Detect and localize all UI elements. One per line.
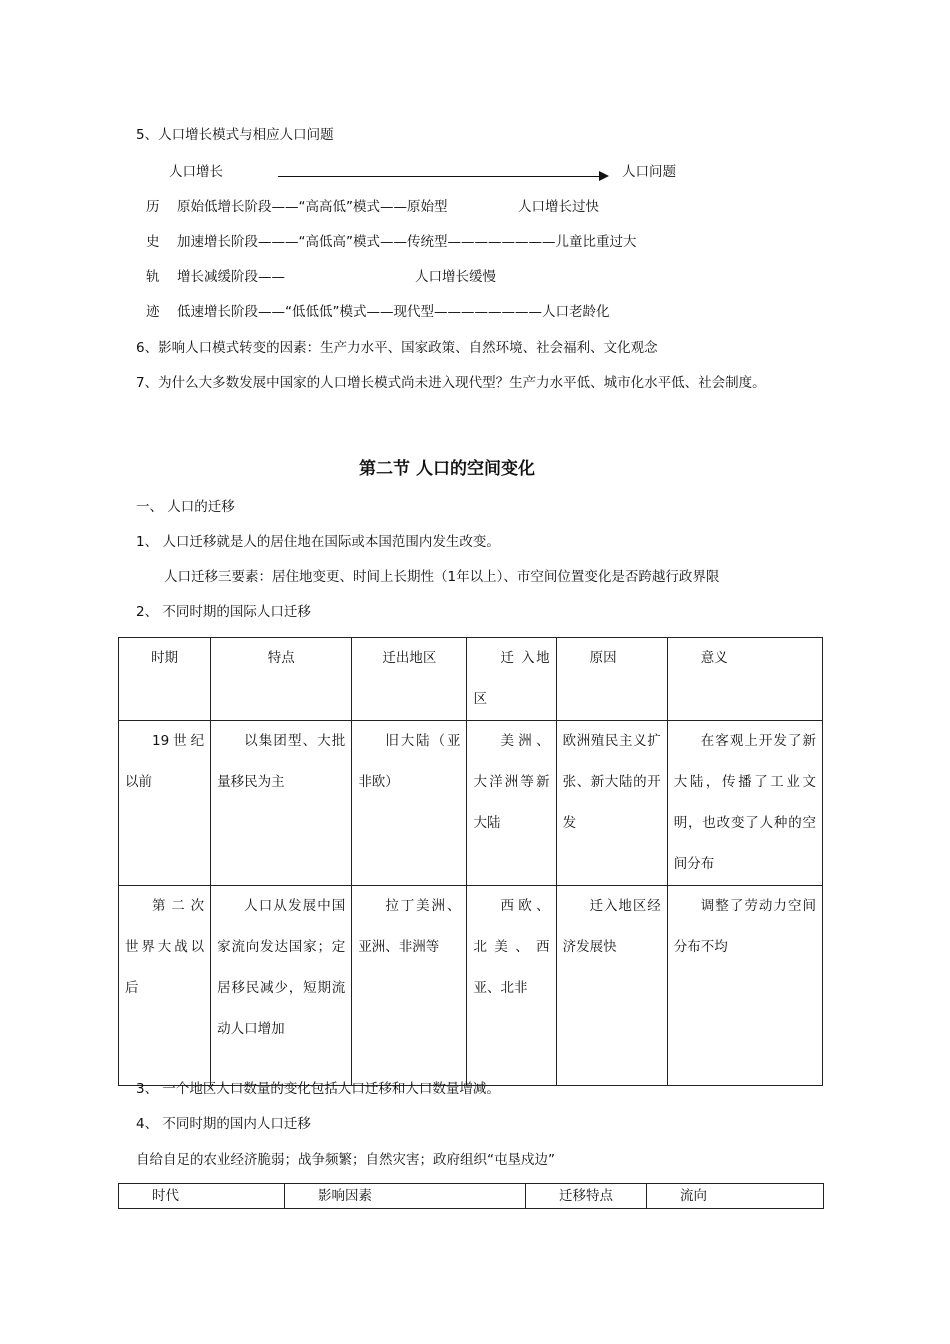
item-5: 5、人口增长模式与相应人口问题 (136, 127, 334, 143)
header-cell: 迁出地区 (352, 638, 467, 721)
paragraph-1b: 人口迁移三要素：居住地变更、时间上长期性（1年以上）、市空间位置变化是否跨越行政界限 (164, 569, 720, 585)
header-cell: 时期 (119, 638, 211, 721)
header-cell: 意义 (667, 638, 822, 721)
table-cell: 在客观上开发了新大陆，传播了工业文明，也改变了人种的空间分布 (667, 721, 822, 886)
header-cell: 流向 (647, 1184, 824, 1209)
header-cell: 原因 (556, 638, 667, 721)
heading-migration: 一、 人口的迁移 (136, 499, 235, 515)
stage-row: 增长减缓阶段—— (177, 269, 285, 285)
side-char: 历 (146, 199, 160, 215)
side-char: 迹 (146, 304, 160, 320)
stage-problem: 人口增长过快 (518, 199, 599, 215)
arrow-right-label: 人口问题 (622, 164, 676, 180)
table-header-row (119, 638, 823, 721)
stage-row: 加速增长阶段———“高低高”模式——传统型————————儿童比重过大 (177, 234, 637, 250)
paragraph-4b: 自给自足的农业经济脆弱；战争频繁；自然灾害；政府组织“屯垦戍边” (136, 1152, 555, 1168)
arrow-left-label: 人口增长 (169, 164, 223, 180)
paragraph-1: 1、 人口迁移就是人的居住地在国际或本国范围内发生改变。 (136, 534, 500, 550)
domestic-migration-table (118, 1183, 824, 1209)
arrow-line (278, 176, 600, 177)
item-7: 7、为什么大多数发展中国家的人口增长模式尚未进入现代型？生产力水平低、城市化水平低、社会制度。 (136, 375, 766, 391)
table-cell: 迁入地区经济发展快 (556, 886, 667, 1086)
stage-row: 原始低增长阶段——“高高低”模式——原始型 (177, 199, 448, 215)
table-cell: 19世纪以前 (119, 721, 211, 886)
table-cell: 人口从发展中国家流向发达国家；定居移民减少，短期流动人口增加 (211, 886, 352, 1086)
table-header-row (119, 1184, 824, 1209)
paragraph-4: 4、 不同时期的国内人口迁移 (136, 1116, 311, 1132)
table-cell: 欧洲殖民主义扩张、新大陆的开发 (556, 721, 667, 886)
table-cell: 以集团型、大批量移民为主 (211, 721, 352, 886)
side-char: 史 (146, 234, 160, 250)
arrow-head-icon (599, 171, 609, 181)
table-cell: 美洲、大洋洲等新大陆 (467, 721, 556, 886)
side-char: 轨 (146, 269, 160, 285)
header-cell: 迁移特点 (526, 1184, 647, 1209)
table-row (119, 886, 823, 1086)
paragraph-2: 2、 不同时期的国际人口迁移 (136, 604, 311, 620)
header-cell: 影响因素 (285, 1184, 526, 1209)
header-cell: 特点 (211, 638, 352, 721)
section-title: 第二节 人口的空间变化 (359, 459, 535, 479)
table-cell: 第二次世界大战以后 (119, 886, 211, 1086)
table-cell: 调整了劳动力空间分布不均 (667, 886, 822, 1086)
table-cell: 旧大陆（亚非欧） (352, 721, 467, 886)
table-row (119, 721, 823, 886)
header-cell: 时代 (119, 1184, 285, 1209)
international-migration-table (118, 637, 823, 1086)
stage-row: 低速增长阶段——“低低低”模式——现代型————————人口老龄化 (177, 304, 610, 320)
item-6: 6、影响人口模式转变的因素：生产力水平、国家政策、自然环境、社会福利、文化观念 (136, 340, 658, 356)
table-cell: 拉丁美洲、亚洲、非洲等 (352, 886, 467, 1086)
table-cell: 西欧、北美、西亚、北非 (467, 886, 556, 1086)
header-cell: 迁 入地区 (467, 638, 556, 721)
paragraph-3: 3、 一个地区人口数量的变化包括人口迁移和人口数量增减。 (136, 1081, 500, 1097)
stage-problem: 人口增长缓慢 (415, 269, 496, 285)
